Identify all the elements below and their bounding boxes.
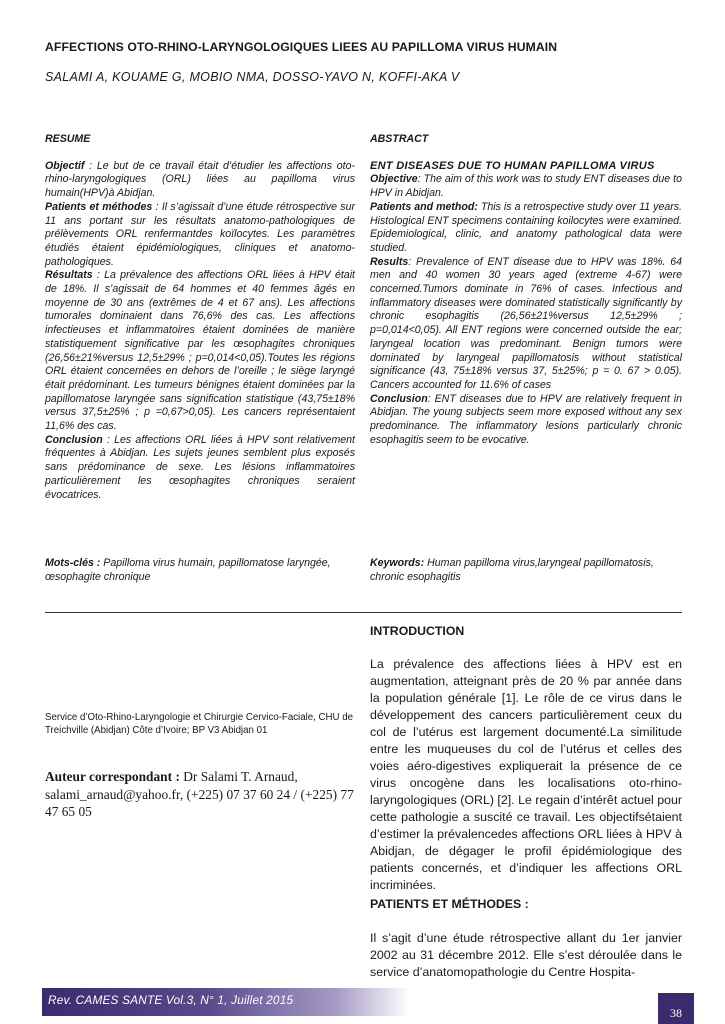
resume-methodes xyxy=(45,201,355,270)
method-text: This is a retrospective study over 11 years. Histological ENT specimens containing koilocytes were examined. Epidemiological, clinic, and anatomy pathological data were studied. xyxy=(370,200,682,254)
corresponding-author xyxy=(45,768,360,821)
methods-text: Il s’agit d’une étude rétrospective allant du 1er janvier 2002 au 31 décembre 2012. Elle s’est déroulée dans le service d’anatomopathologie du Centre Hospita- xyxy=(370,931,682,979)
introduction-heading: INTRODUCTION xyxy=(370,624,465,638)
abstract-conclusion-label: Conclusion xyxy=(370,392,428,405)
results-text: : Prevalence of ENT disease due to HPV was 18%. 64 men and 40 women 30 years aged (extreme 4-67) were concerned.Tumors dominate in 76% of cases. Infectious and inflammatory diseases were dominated statistically significantly by chronic esophagitis (26,56±21%versus 12,5±29% ; p=0,014<0,05). All ENT regions were concerned outside the ear; laryngeal location was predominant. Benign tumors were dominated by laryngeal papillomatosis without statistical significance (43, 75±18% versus 37, 5±25%; p = 0. 67 > 0.05). Cancers accounted for 11.6% of cases xyxy=(370,255,682,391)
objective-label: Objective xyxy=(370,173,418,186)
conclusion-label: Conclusion xyxy=(45,433,103,446)
resume-column xyxy=(45,133,355,502)
abstract-conclusion xyxy=(370,393,682,448)
resume-resultats xyxy=(45,269,355,433)
resume-objectif xyxy=(45,160,355,201)
abstract-keywords xyxy=(370,557,682,584)
abstract-title: ENT DISEASES DUE TO HUMAN PAPILLOMA VIRUS xyxy=(370,159,655,172)
keywords-label: Keywords: xyxy=(370,557,425,569)
page-number: 38 xyxy=(670,1006,682,1020)
resume-heading: RESUME xyxy=(45,133,91,145)
abstract-objective xyxy=(370,173,682,200)
conclusion-text: : Les affections ORL liées à HPV sont relativement fréquentes à Abidjan. Les sujets jeunes semblent plus exposés sans prédominance de sexe. Les lésions inflammatoires particulièrement les œsophagites chroniques seraient évocatrices. xyxy=(45,433,355,501)
resultats-label: Résultats xyxy=(45,269,93,282)
objectif-label: Objectif xyxy=(45,159,85,172)
mots-cles-label: Mots-clés : xyxy=(45,557,101,569)
affiliation: Service d’Oto-Rhino-Laryngologie et Chirurgie Cervico-Faciale, CHU de Treichville (Abidjan) Côte d’Ivoire; BP V3 Abidjan 01 xyxy=(45,712,353,736)
abstract-heading: ABSTRACT xyxy=(370,133,429,145)
resume-keywords xyxy=(45,557,355,584)
author-list: SALAMI A, KOUAME G, MOBIO NMA, DOSSO-YAVO N, KOFFI-AKA V xyxy=(45,70,460,84)
abstract-column xyxy=(370,133,682,447)
objectif-text: : Le but de ce travail était d’étudier les affections oto-rhino-laryngologiques (ORL) liées au papilloma virus humain(HPV)à Abidjan. xyxy=(45,159,355,200)
methods-heading: PATIENTS ET MÉTHODES : xyxy=(370,897,529,911)
section-divider xyxy=(45,612,682,613)
journal-reference: Rev. CAMES SANTE Vol.3, N° 1, Juillet 2015 xyxy=(48,993,294,1007)
results-label: Results xyxy=(370,255,409,268)
resultats-text: : La prévalence des affections ORL liées à HPV était de 18%. Il s’agissait de 64 hommes et 40 femmes âgés en moyenne de 30 ans (extrêmes de 4 et 67 ans). Les affections tumorales dominaient dans 76,6% des cas. Les affections infectieuses et inflammatoires étaient dominées de manière statistiquement significative par les œsophagites chroniques (26,56±21%versus 12,5±29% ; p=0,014<0,05).Toutes les régions ORL étaient concernées en dehors de l’oreille ; le siège laryngé était prédominant. Les tumeurs bénignes étaient dominées par la papillomatose laryngée sans signification statistique (43,75±18% versus 37,5±25% ; p =0,67>0,05). Les cancers représentaient 11,6% des cas. xyxy=(45,269,355,433)
abstract-results xyxy=(370,256,682,393)
introduction-text: La prévalence des affections liées à HPV est en augmentation, atteignant près de 20 % par année dans la population générale [1]. Le rôle de ce virus dans le développement des cancers particulièrement ceux du col de l’utérus est largement documenté.La similitude entre les muqueuses du col de l’utérus et celles des voies aéro-digestives expliquerait la présence de ce virus oncogène dans les localisations oto-rhino-laryngologiques (ORL) [2]. Le regain d’intérêt actuel pour cette pathologie a suscité ce travail. Les objectifsétaient d’estimer la prévalencedes affections ORL liées à HPV à Abidjan, de dégager le profil épidémiologique des patients concernés, et d’indiquer les affections ORL incriminées. xyxy=(370,657,683,892)
article-title: AFFECTIONS OTO-RHINO-LARYNGOLOGIQUES LIEES AU PAPILLOMA VIRUS HUMAIN xyxy=(45,40,558,54)
corresponding-text: Dr Salami T. Arnaud, salami_arnaud@yahoo.fr, (+225) 07 37 60 24 / (+225) 77 47 65 05 xyxy=(45,769,354,819)
methodes-label: Patients et méthodes xyxy=(45,200,153,213)
corresponding-label: Auteur correspondant : xyxy=(45,769,180,784)
methodes-text: : Il s’agissait d’une étude rétrospective sur 11 ans portant sur les résultats anatomo-pathologiques de prélèvements ORL renfermantdes koïlocytes. Les paramètres étudiés étaient épidémiologiques, cliniques et anatomo-pathologiques. xyxy=(45,200,355,268)
abstract-method xyxy=(370,201,682,256)
mots-cles-text: Papilloma virus humain, papillomatose laryngée, œsophagite chronique xyxy=(45,557,331,583)
method-label: Patients and method: xyxy=(370,200,478,213)
resume-conclusion xyxy=(45,434,355,503)
abstract-conclusion-text: : ENT diseases due to HPV are relatively frequent in Abidjan. The young subjects seem more exposed without any sex predominance. The inflammatory lesions particularly chronic esophagitis seem to be evocative. xyxy=(370,392,682,446)
objective-text: : The aim of this work was to study ENT diseases due to HPV in Abidjan. xyxy=(370,173,682,200)
keywords-text: Human papilloma virus,laryngeal papillomatosis, chronic esophagitis xyxy=(370,557,654,583)
